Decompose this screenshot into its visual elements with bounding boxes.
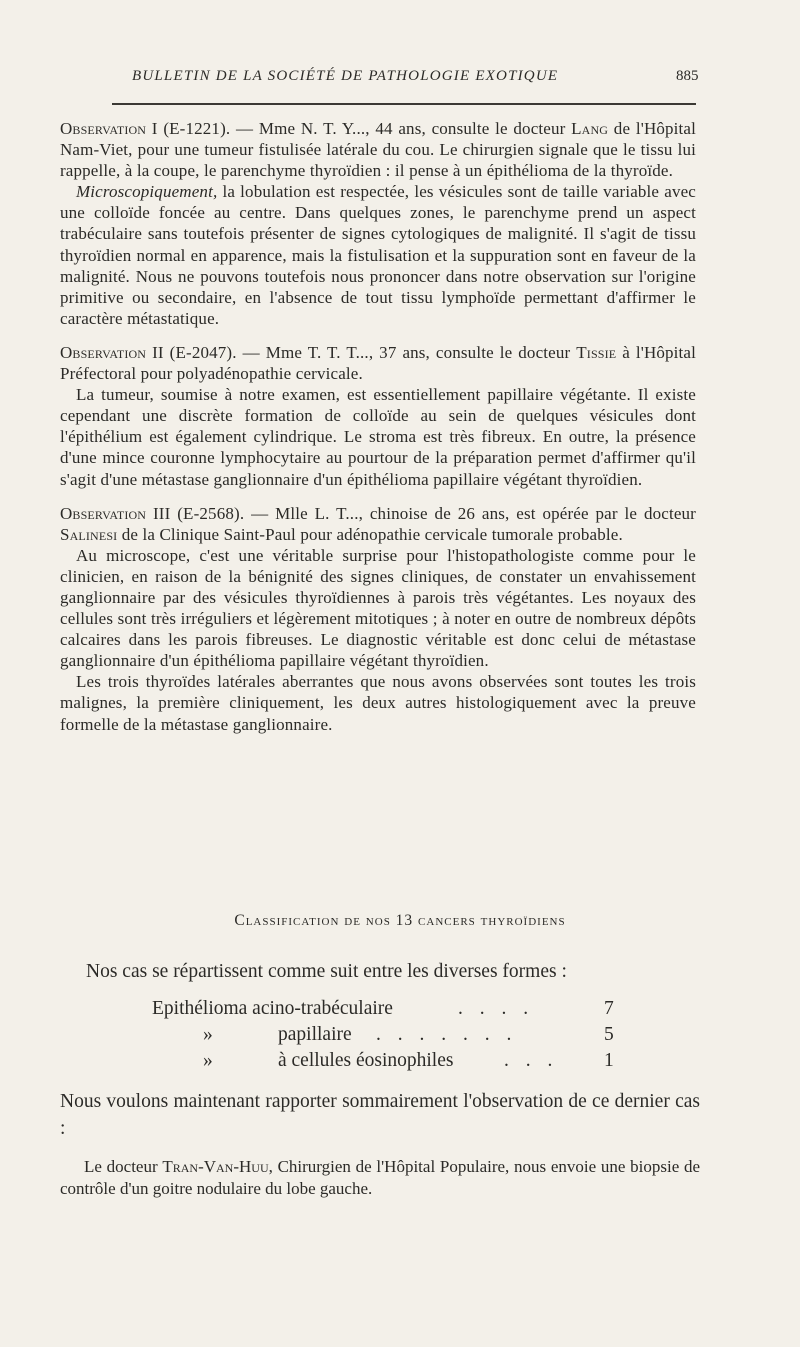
classification-heading: Classification de nos 13 cancers thyroïdiens [234, 912, 566, 929]
distribution-label: papillaire [278, 1024, 352, 1045]
ditto-mark: » [203, 1050, 213, 1071]
final-text: , Chirurgien de l'Hôpital Populaire, nous envoie une biopsie de contrôle d'un goitre nodulaire du lobe gauche. [60, 1157, 701, 1198]
observation-1 [60, 118, 696, 181]
paragraph-text: Les trois thyroïdes latérales aberrantes que nous avons observées sont toutes les trois malignes, la première cliniquement, les deux autres histologiquement avec la preuve formelle de la métastase ganglionnaire. [60, 672, 696, 734]
paragraph-text: La tumeur, soumise à notre examen, est essentiellement papillaire végétante. Il existe cependant une discrète formation de colloïde au sein de quelques vésicules dont l'épithélium est également cylindrique. Le stroma est très fibreux. En outre, la présence d'une mince couronne lymphocytaire au pourtour de la préparation permet d'affirmer qu'il s'agit d'une métastase ganglionnaire d'un épithélioma papillaire végétant thyroïdien. [60, 385, 696, 489]
doctor-name: Lang [571, 119, 609, 138]
observation-number: II [152, 342, 164, 362]
doctor-name: Salinesi [60, 524, 118, 544]
observation-3-paragraph [60, 545, 696, 672]
observation-2-paragraph [60, 384, 696, 489]
observation-ref: (E-1221). [163, 119, 231, 138]
observation-2 [60, 342, 696, 384]
leader-dots: . . . [504, 1050, 559, 1071]
header-rule [112, 103, 696, 105]
observation-intro: — Mme N. T. Y..., 44 ans, consulte le docteur [230, 119, 572, 138]
summary-paragraph [60, 671, 696, 734]
observation-number: I [151, 119, 158, 138]
observation-text: de l'Hôpital Nam-Viet, pour une tumeur fistulisée latérale du cou. Le chirurgien signale que le tissu lui rappelle, à la coupe, le parenchyme thyroïdien : il pense à un épithélioma de la thyroïde. [60, 119, 696, 181]
distribution-label: à cellules éosinophiles [278, 1050, 454, 1071]
distribution-label: Epithélioma acino-trabéculaire [152, 998, 393, 1019]
observation-text: à l'Hôpital Préfectoral pour polyadénopathie cervicale. [60, 342, 696, 384]
observation-ref: (E-2047). [169, 342, 237, 362]
distribution-row [0, 1050, 800, 1076]
observation-label: Observation [60, 342, 147, 362]
observation-intro: — Mlle L. T..., chinoise de 26 ans, est opérée par le docteur [244, 503, 696, 523]
observation-intro: — Mme T. T. T..., 37 ans, consulte le docteur [236, 342, 577, 362]
leader-dots: . . . . [458, 998, 535, 1019]
journal-title: BULLETIN DE LA SOCIÉTÉ DE PATHOLOGIE EXOTIQUE [132, 68, 559, 84]
final-intro: Le docteur [84, 1157, 163, 1176]
observation-number: III [152, 503, 171, 523]
distribution-count: 5 [604, 1024, 614, 1045]
closing-line [60, 1088, 700, 1142]
running-head [0, 68, 800, 92]
ditto-mark: » [203, 1024, 213, 1045]
observation-label: Observation [60, 119, 147, 138]
observations-section [60, 118, 696, 735]
paragraph-text: la lobulation est respectée, les vésicules sont de taille variable avec une colloïde foncée au centre. Dans quelques zones, le parenchyme prend un aspect trabéculaire sans toutefois présenter de signes cytologiques de malignité. Il s'agit de tissu thyroïdien normal en apparence, mais la fistulisation et la suppuration sont en faveur de la malignité. Nous ne pouvons toutefois nous prononcer dans notre observation sur l'origine primitive ou secondaire, en l'absence de tout tissu lymphoïde permettant d'affirmer le caractère métastatique. [60, 182, 696, 328]
leader-dots: . . . . . . . [376, 1024, 518, 1045]
final-paragraph [60, 1156, 700, 1199]
observation-label: Observation [60, 503, 147, 523]
observation-1-paragraph [60, 181, 696, 329]
doctor-name: Tran-Van-Huu [162, 1157, 269, 1176]
intro-line: Nos cas se répartissent comme suit entre les diverses formes : [86, 961, 567, 982]
paragraph-text: Au microscope, c'est une véritable surprise pour l'histopathologiste comme pour le clinicien, en raison de la bénignité des signes cliniques, de constater un envahissement ganglionnaire par des vésicules thyroïdiennes à parois très végétantes. Les noyaux des cellules sont très irréguliers et légèrement mitotiques ; à noter en outre de nombreux dépôts calcaires dans les parois fibreuses. Le diagnostic véritable est donc celui de métastase ganglionnaire d'un épithélioma papillaire végétant thyroïdien. [60, 545, 696, 671]
observation-ref: (E-2568). [177, 503, 245, 523]
observation-text: de la Clinique Saint-Paul pour adénopathie cervicale tumorale probable. [117, 524, 623, 544]
distribution-row [0, 998, 800, 1024]
observation-3 [60, 503, 696, 545]
doctor-name: Tissie [576, 342, 617, 362]
distribution-count: 1 [604, 1050, 614, 1071]
distribution-row [0, 1024, 800, 1050]
distribution-count: 7 [604, 998, 614, 1019]
closing-text: Nous voulons maintenant rapporter sommairement l'observation de ce dernier cas : [60, 1091, 700, 1139]
paragraph-lead: Microscopiquement, [76, 182, 218, 202]
page-number: 885 [676, 68, 699, 84]
